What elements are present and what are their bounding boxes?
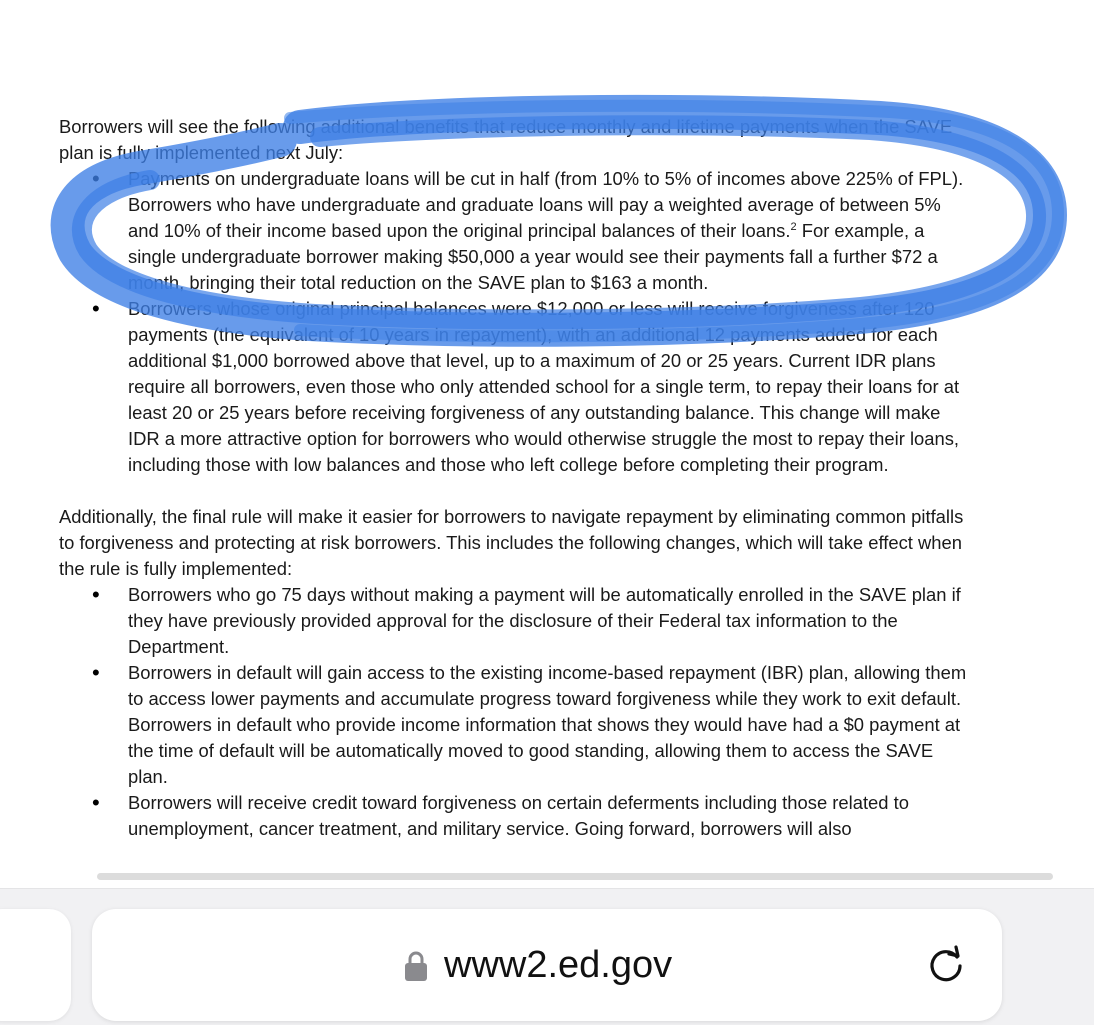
list-item xyxy=(59,166,969,296)
list-item: • Borrowers in default will gain access to the existing income-based repayment (IBR) plan, allowing them to access lower payments and accumulate progress toward forgiveness while they work to exit default. Borrowers in default who provide income information that shows they would have had a $0 payment at the time of default will be automatically moved to good standing, allowing them to access the SAVE plan. xyxy=(59,660,969,790)
list-item: • Borrowers who go 75 days without making a payment will be automatically enrolled in the SAVE plan if they have previously provided approval for the disclosure of their Federal tax information to the Department. xyxy=(59,582,969,660)
changes-list xyxy=(59,582,969,842)
previous-tab-card[interactable] xyxy=(0,909,71,1021)
benefits-list xyxy=(59,166,969,478)
changes-paragraph: Additionally, the final rule will make it easier for borrowers to navigate repayment by eliminating common pitfalls to forgiveness and protecting at risk borrowers. This includes the following changes, which will take effect when the rule is fully implemented: xyxy=(59,506,964,579)
bullet-text: Borrowers whose original principal balances were $12,000 or less will receive forgiveness after 120 payments (the equivalent of 10 years in repayment), with an additional 12 payments added for each additional $1,000 borrowed above that level, up to a maximum of 20 or 25 years. Current IDR plans require all borrowers, even those who only attended school for a single term, to repay their loans for at least 20 or 25 years before receiving forgiveness of any outstanding balance. This change will make IDR a more attractive option for borrowers who would otherwise struggle the most to repay their loans, including those with low balances and those who left college before completing their program. xyxy=(128,298,960,475)
url-text[interactable]: www2.ed.gov xyxy=(444,944,673,986)
list-item: • Borrowers will receive credit toward forgiveness on certain deferments including those related to unemployment, cancer treatment, and military service. Going forward, borrowers will also xyxy=(59,790,969,842)
footnote-marker[interactable]: 2 xyxy=(790,220,797,233)
list-item xyxy=(59,296,969,478)
bullet-text: Payments on undergraduate loans will be cut in half (from 10% to 5% of incomes above 225% of FPL). Borrowers who have undergraduate and graduate loans will pay a weighted average of between 5% and 10% of their income based upon the original principal balances of their loans. xyxy=(128,168,964,241)
bullet-text-continued: For example, a single undergraduate borrower making $50,000 a year would see their payments fall a further $72 a month, bringing their total reduction on the SAVE plan to $163 a month. xyxy=(128,220,938,293)
reload-icon[interactable] xyxy=(924,942,968,986)
horizontal-scrollbar[interactable] xyxy=(97,873,1053,880)
intro-paragraph: Borrowers will see the following additional benefits that reduce monthly and lifetime payments when the SAVE plan is fully implemented next July: xyxy=(59,116,953,163)
document-body xyxy=(59,114,969,842)
lock-icon xyxy=(404,950,428,982)
